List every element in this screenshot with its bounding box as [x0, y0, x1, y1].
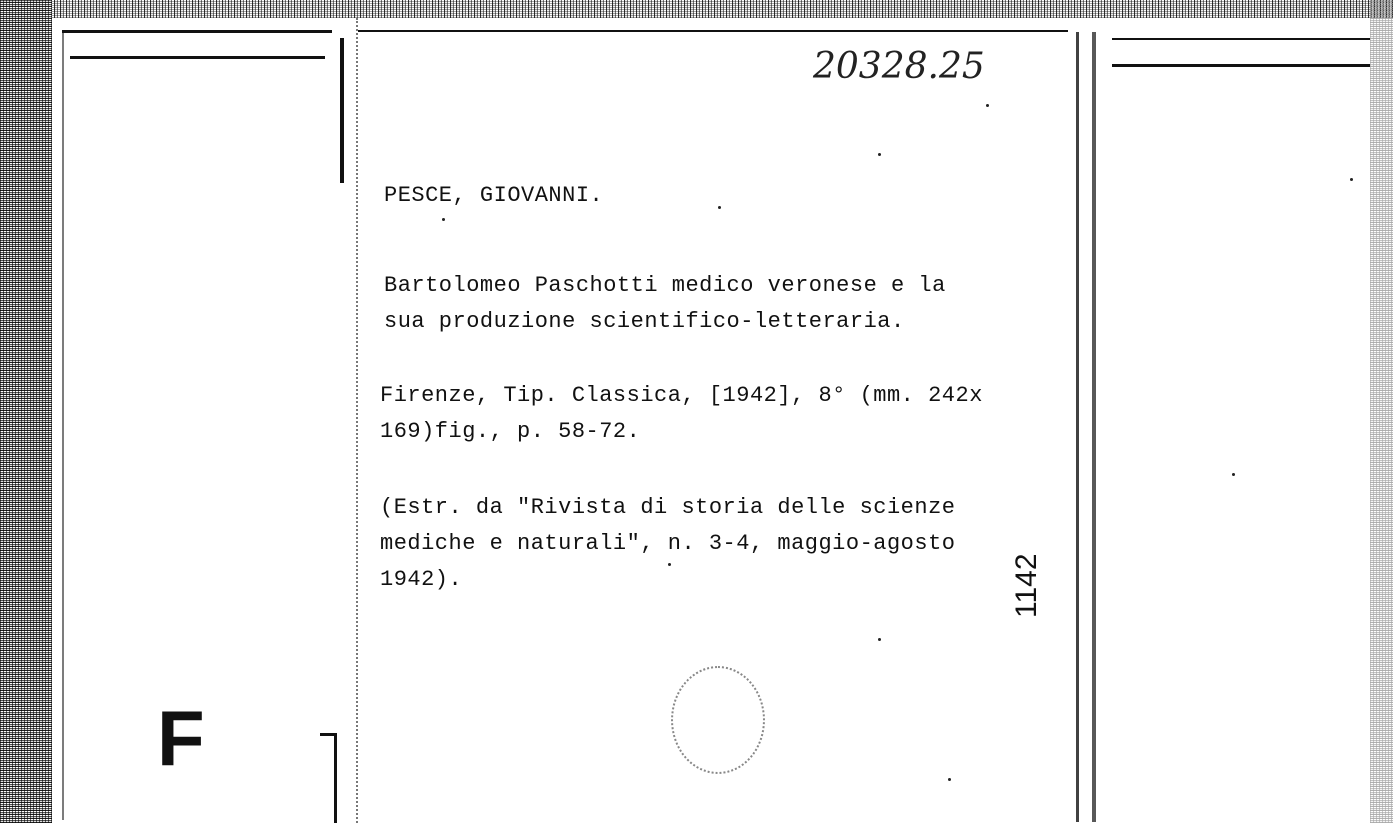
catalog-card: [356, 18, 1078, 823]
scan-left-edge: [0, 0, 52, 823]
punch-hole: [671, 666, 765, 774]
call-number: 20328.25: [813, 46, 985, 87]
scan-top-edge: [0, 0, 1393, 18]
imprint-line-1: Firenze, Tip. Classica, [1942], 8° (mm. 242x: [380, 383, 983, 408]
side-number: 1142: [1010, 553, 1043, 618]
note-line-3: 1942).: [380, 567, 463, 592]
author-heading: PESCE, GIOVANNI.: [384, 183, 604, 208]
note-line-1: (Estr. da "Rivista di storia delle scienze: [380, 495, 956, 520]
right-card: [1082, 18, 1370, 823]
left-card: [52, 18, 352, 823]
tab-letter: F: [157, 694, 205, 782]
note-line-2: mediche e naturali", n. 3-4, maggio-agosto: [380, 531, 956, 556]
imprint-line-2: 169)fig., p. 58-72.: [380, 419, 641, 444]
title-line-1: Bartolomeo Paschotti medico veronese e la: [384, 273, 946, 298]
title-line-2: sua produzione scientifico-letteraria.: [384, 309, 905, 334]
scan-right-edge: [1370, 0, 1393, 823]
